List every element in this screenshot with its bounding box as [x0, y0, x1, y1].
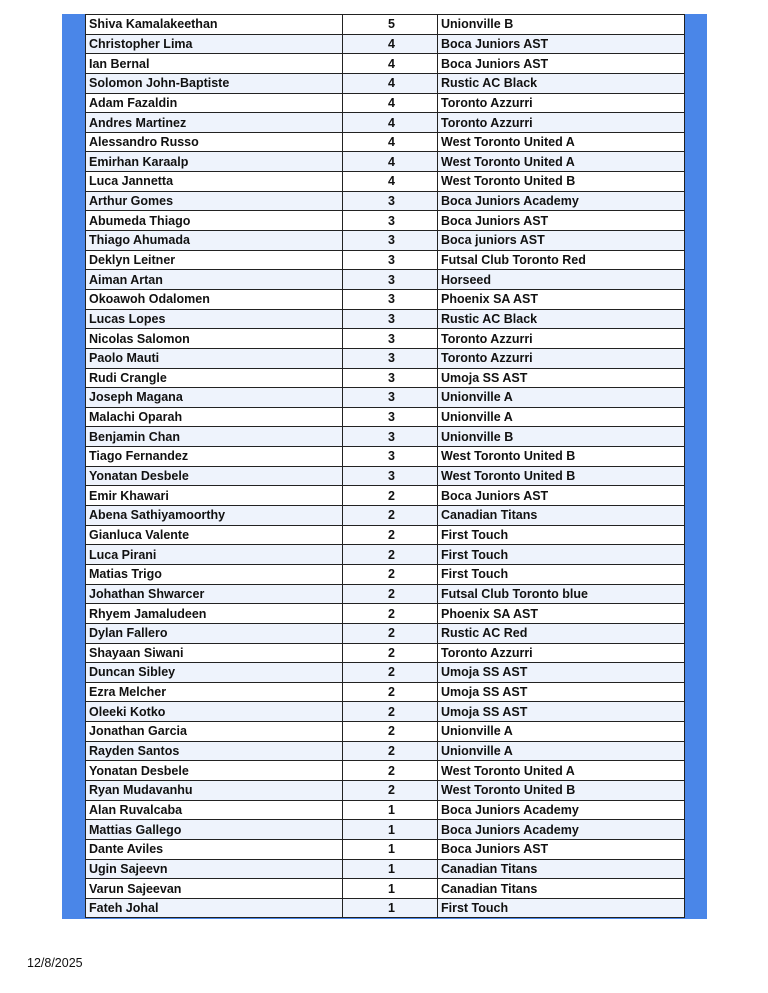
- team-name-cell: Umoja SS AST: [438, 702, 685, 722]
- table-row: [86, 447, 685, 467]
- table-row: [86, 54, 685, 74]
- player-name-cell: Dylan Fallero: [86, 623, 343, 643]
- goals-cell: 3: [343, 250, 438, 270]
- team-name-cell: Boca Juniors AST: [438, 54, 685, 74]
- team-name-cell: Futsal Club Toronto Red: [438, 250, 685, 270]
- goals-cell: 1: [343, 800, 438, 820]
- team-name-cell: Boca juniors AST: [438, 231, 685, 251]
- goals-cell: 2: [343, 643, 438, 663]
- table-row: [86, 250, 685, 270]
- goals-cell: 2: [343, 545, 438, 565]
- goals-cell: 4: [343, 152, 438, 172]
- table-row: [86, 388, 685, 408]
- goals-cell: 2: [343, 486, 438, 506]
- goals-cell: 2: [343, 780, 438, 800]
- team-name-cell: Toronto Azzurri: [438, 643, 685, 663]
- team-name-cell: West Toronto United A: [438, 152, 685, 172]
- table-row: [86, 486, 685, 506]
- table-row: [86, 132, 685, 152]
- table-row: [86, 525, 685, 545]
- goals-cell: 3: [343, 427, 438, 447]
- table-row: [86, 564, 685, 584]
- team-name-cell: Boca Juniors AST: [438, 211, 685, 231]
- player-name-cell: Oleeki Kotko: [86, 702, 343, 722]
- goals-cell: 1: [343, 879, 438, 899]
- goals-cell: 4: [343, 93, 438, 113]
- team-name-cell: Umoja SS AST: [438, 663, 685, 683]
- team-name-cell: Boca Juniors Academy: [438, 800, 685, 820]
- goals-cell: 2: [343, 663, 438, 683]
- goals-cell: 4: [343, 54, 438, 74]
- goals-cell: 2: [343, 623, 438, 643]
- player-name-cell: Deklyn Leitner: [86, 250, 343, 270]
- table-row: [86, 368, 685, 388]
- goals-cell: 4: [343, 113, 438, 133]
- table-row: [86, 93, 685, 113]
- team-name-cell: Boca Juniors AST: [438, 34, 685, 54]
- table-row: [86, 604, 685, 624]
- goals-cell: 5: [343, 15, 438, 35]
- table-row: [86, 506, 685, 526]
- goals-cell: 1: [343, 859, 438, 879]
- team-name-cell: Unionville B: [438, 427, 685, 447]
- goals-cell: 1: [343, 898, 438, 918]
- player-name-cell: Matias Trigo: [86, 564, 343, 584]
- table-row: [86, 820, 685, 840]
- team-name-cell: First Touch: [438, 898, 685, 918]
- team-name-cell: West Toronto United B: [438, 466, 685, 486]
- player-name-cell: Ian Bernal: [86, 54, 343, 74]
- team-name-cell: Rustic AC Black: [438, 309, 685, 329]
- team-name-cell: West Toronto United A: [438, 761, 685, 781]
- team-name-cell: Rustic AC Black: [438, 73, 685, 93]
- table-row: [86, 682, 685, 702]
- table-row: [86, 289, 685, 309]
- goals-cell: 3: [343, 309, 438, 329]
- team-name-cell: Unionville A: [438, 407, 685, 427]
- goals-cell: 3: [343, 231, 438, 251]
- team-name-cell: West Toronto United B: [438, 172, 685, 192]
- team-name-cell: Umoja SS AST: [438, 682, 685, 702]
- team-name-cell: Unionville A: [438, 722, 685, 742]
- goals-cell: 3: [343, 329, 438, 349]
- table-row: [86, 859, 685, 879]
- player-name-cell: Mattias Gallego: [86, 820, 343, 840]
- goals-cell: 2: [343, 584, 438, 604]
- goals-cell: 2: [343, 702, 438, 722]
- player-name-cell: Okoawoh Odalomen: [86, 289, 343, 309]
- player-name-cell: Dante Aviles: [86, 839, 343, 859]
- team-name-cell: Canadian Titans: [438, 859, 685, 879]
- table-row: [86, 741, 685, 761]
- player-name-cell: Aiman Artan: [86, 270, 343, 290]
- goals-cell: 3: [343, 191, 438, 211]
- goals-cell: 3: [343, 407, 438, 427]
- table-row: [86, 172, 685, 192]
- player-name-cell: Luca Pirani: [86, 545, 343, 565]
- goals-cell: 2: [343, 682, 438, 702]
- player-name-cell: Varun Sajeevan: [86, 879, 343, 899]
- team-name-cell: West Toronto United A: [438, 132, 685, 152]
- player-name-cell: Benjamin Chan: [86, 427, 343, 447]
- player-name-cell: Arthur Gomes: [86, 191, 343, 211]
- table-row: [86, 211, 685, 231]
- player-name-cell: Abena Sathiyamoorthy: [86, 506, 343, 526]
- team-name-cell: Boca Juniors Academy: [438, 820, 685, 840]
- goals-cell: 2: [343, 741, 438, 761]
- team-name-cell: Boca Juniors Academy: [438, 191, 685, 211]
- goals-cell: 3: [343, 211, 438, 231]
- team-name-cell: Boca Juniors AST: [438, 839, 685, 859]
- goals-cell: 3: [343, 368, 438, 388]
- team-name-cell: Phoenix SA AST: [438, 604, 685, 624]
- goals-cell: 3: [343, 289, 438, 309]
- player-name-cell: Emirhan Karaalp: [86, 152, 343, 172]
- table-row: [86, 545, 685, 565]
- player-name-cell: Yonatan Desbele: [86, 761, 343, 781]
- goals-cell: 4: [343, 73, 438, 93]
- player-name-cell: Shayaan Siwani: [86, 643, 343, 663]
- team-name-cell: West Toronto United B: [438, 780, 685, 800]
- team-name-cell: Horseed: [438, 270, 685, 290]
- team-name-cell: West Toronto United B: [438, 447, 685, 467]
- goals-cell: 3: [343, 270, 438, 290]
- goals-cell: 3: [343, 388, 438, 408]
- table-row: [86, 800, 685, 820]
- table-row: [86, 898, 685, 918]
- player-name-cell: Rhyem Jamaludeen: [86, 604, 343, 624]
- table-row: [86, 663, 685, 683]
- player-name-cell: Rayden Santos: [86, 741, 343, 761]
- player-name-cell: Thiago Ahumada: [86, 231, 343, 251]
- team-name-cell: Toronto Azzurri: [438, 348, 685, 368]
- team-name-cell: Futsal Club Toronto blue: [438, 584, 685, 604]
- table-row: [86, 761, 685, 781]
- table-row: [86, 407, 685, 427]
- goals-cell: 1: [343, 839, 438, 859]
- table-row: [86, 722, 685, 742]
- player-name-cell: Solomon John-Baptiste: [86, 73, 343, 93]
- goals-cell: 2: [343, 506, 438, 526]
- table-row: [86, 348, 685, 368]
- table-row: [86, 879, 685, 899]
- player-name-cell: Shiva Kamalakeethan: [86, 15, 343, 35]
- team-name-cell: First Touch: [438, 545, 685, 565]
- player-name-cell: Duncan Sibley: [86, 663, 343, 683]
- print-date: 12/8/2025: [27, 956, 83, 970]
- team-name-cell: Rustic AC Red: [438, 623, 685, 643]
- scorers-table: [85, 14, 685, 918]
- player-name-cell: Nicolas Salomon: [86, 329, 343, 349]
- table-row: [86, 427, 685, 447]
- goals-cell: 2: [343, 604, 438, 624]
- player-name-cell: Jonathan Garcia: [86, 722, 343, 742]
- player-name-cell: Alan Ruvalcaba: [86, 800, 343, 820]
- table-row: [86, 73, 685, 93]
- table-row: [86, 309, 685, 329]
- goals-cell: 3: [343, 466, 438, 486]
- player-name-cell: Alessandro Russo: [86, 132, 343, 152]
- table-row: [86, 466, 685, 486]
- table-row: [86, 191, 685, 211]
- team-name-cell: Unionville A: [438, 741, 685, 761]
- team-name-cell: Unionville A: [438, 388, 685, 408]
- player-name-cell: Andres Martinez: [86, 113, 343, 133]
- player-name-cell: Yonatan Desbele: [86, 466, 343, 486]
- goals-cell: 4: [343, 34, 438, 54]
- player-name-cell: Paolo Mauti: [86, 348, 343, 368]
- goals-cell: 4: [343, 132, 438, 152]
- player-name-cell: Joseph Magana: [86, 388, 343, 408]
- team-name-cell: Toronto Azzurri: [438, 329, 685, 349]
- player-name-cell: Tiago Fernandez: [86, 447, 343, 467]
- scorers-table-body: [86, 15, 685, 918]
- table-row: [86, 623, 685, 643]
- player-name-cell: Ryan Mudavanhu: [86, 780, 343, 800]
- team-name-cell: Toronto Azzurri: [438, 113, 685, 133]
- player-name-cell: Luca Jannetta: [86, 172, 343, 192]
- player-name-cell: Adam Fazaldin: [86, 93, 343, 113]
- table-row: [86, 231, 685, 251]
- team-name-cell: Canadian Titans: [438, 506, 685, 526]
- goals-cell: 2: [343, 761, 438, 781]
- table-row: [86, 702, 685, 722]
- table-row: [86, 34, 685, 54]
- goals-cell: 4: [343, 172, 438, 192]
- table-row: [86, 329, 685, 349]
- goals-cell: 2: [343, 525, 438, 545]
- player-name-cell: Abumeda Thiago: [86, 211, 343, 231]
- player-name-cell: Ezra Melcher: [86, 682, 343, 702]
- team-name-cell: First Touch: [438, 525, 685, 545]
- table-row: [86, 15, 685, 35]
- table-row: [86, 584, 685, 604]
- team-name-cell: Umoja SS AST: [438, 368, 685, 388]
- table-row: [86, 839, 685, 859]
- table-row: [86, 643, 685, 663]
- goals-cell: 3: [343, 348, 438, 368]
- player-name-cell: Lucas Lopes: [86, 309, 343, 329]
- team-name-cell: Canadian Titans: [438, 879, 685, 899]
- goals-cell: 2: [343, 722, 438, 742]
- team-name-cell: Phoenix SA AST: [438, 289, 685, 309]
- table-row: [86, 113, 685, 133]
- player-name-cell: Malachi Oparah: [86, 407, 343, 427]
- player-name-cell: Rudi Crangle: [86, 368, 343, 388]
- team-name-cell: Boca Juniors AST: [438, 486, 685, 506]
- table-row: [86, 780, 685, 800]
- goals-cell: 1: [343, 820, 438, 840]
- player-name-cell: Gianluca Valente: [86, 525, 343, 545]
- team-name-cell: Toronto Azzurri: [438, 93, 685, 113]
- player-name-cell: Fateh Johal: [86, 898, 343, 918]
- goals-cell: 2: [343, 564, 438, 584]
- player-name-cell: Emir Khawari: [86, 486, 343, 506]
- team-name-cell: Unionville B: [438, 15, 685, 35]
- team-name-cell: First Touch: [438, 564, 685, 584]
- table-row: [86, 270, 685, 290]
- player-name-cell: Johathan Shwarcer: [86, 584, 343, 604]
- player-name-cell: Ugin Sajeevn: [86, 859, 343, 879]
- player-name-cell: Christopher Lima: [86, 34, 343, 54]
- goals-cell: 3: [343, 447, 438, 467]
- table-row: [86, 152, 685, 172]
